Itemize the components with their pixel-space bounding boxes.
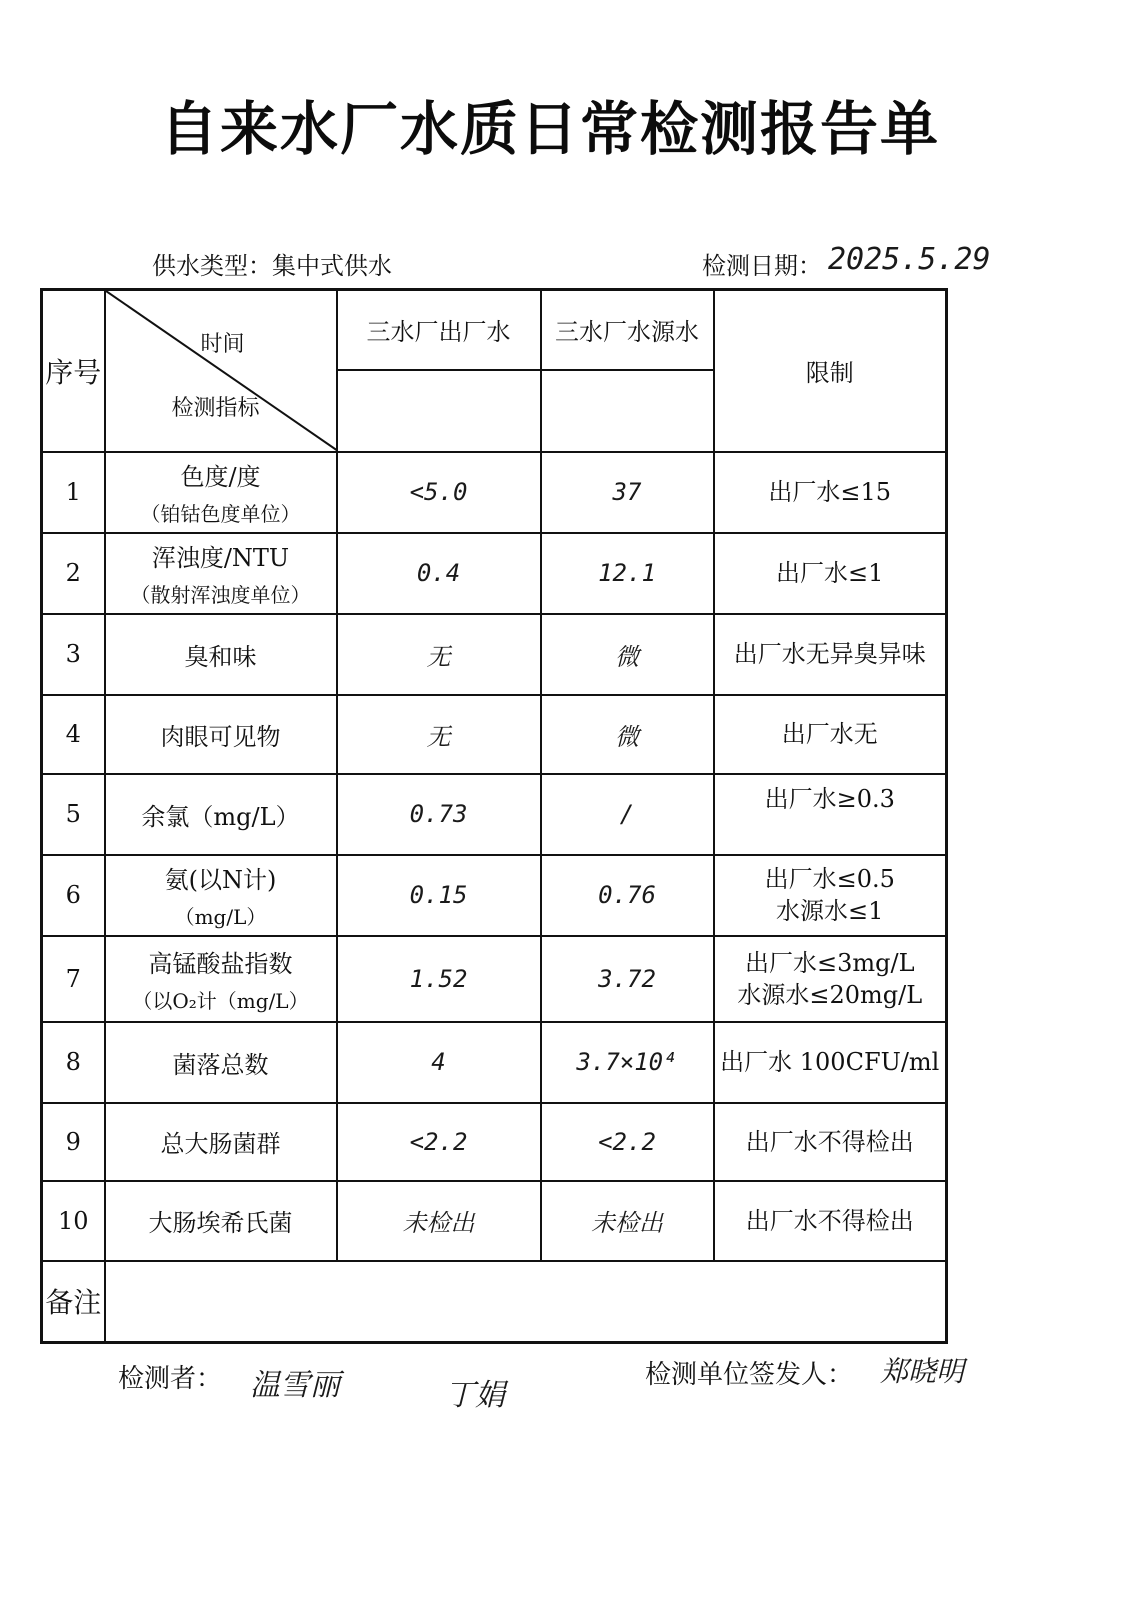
- limit-cell: [714, 614, 947, 695]
- table-row: [42, 1181, 947, 1261]
- indicator-name: 总大肠菌群: [160, 1130, 281, 1158]
- indicator-cell: [105, 533, 337, 614]
- indicator-cell: [105, 614, 337, 695]
- limit-line: 出厂水≤15: [768, 478, 892, 506]
- row-number: 4: [42, 695, 105, 774]
- row-number: 2: [42, 533, 105, 614]
- row-number: 1: [42, 452, 105, 533]
- issuer-label: 检测单位签发人：: [645, 1360, 854, 1390]
- value-col2: 3.72: [541, 936, 714, 1022]
- diagonal-header: [105, 290, 337, 452]
- indicator-sub: （铂钴色度单位）: [140, 502, 301, 526]
- indicator-cell: [105, 855, 337, 936]
- limit-line: 出厂水无: [781, 720, 878, 748]
- value-col2: /: [541, 774, 714, 855]
- limit-line: 出厂水≤3mg/L: [744, 948, 915, 977]
- indicator-name: 余氯（mg/L）: [141, 802, 300, 831]
- table-row: [42, 936, 947, 1022]
- indicator-cell: [105, 695, 337, 774]
- limit-line: 出厂水≤0.5: [764, 865, 895, 893]
- indicator-cell: [105, 774, 337, 855]
- seq-header: 序号: [42, 290, 105, 452]
- table-row: [42, 533, 947, 614]
- supply-type: 供水类型：集中式供水: [152, 252, 392, 280]
- row-number: 10: [42, 1181, 105, 1261]
- indicator-cell: [105, 452, 337, 533]
- limit-line: 水源水≤1: [776, 897, 884, 925]
- row-number: 7: [42, 936, 105, 1022]
- col2-header: 三水厂水源水: [541, 290, 714, 370]
- limit-line: 出厂水 100CFU/ml: [720, 1048, 940, 1076]
- limit-cell: [714, 1181, 947, 1261]
- indicator-cell: [105, 1103, 337, 1181]
- value-col1: 未检出: [337, 1181, 541, 1261]
- limit-line: 水源水≤20mg/L: [737, 980, 923, 1009]
- header-row-1: [42, 290, 947, 370]
- table-row: [42, 774, 947, 855]
- row-number: 3: [42, 614, 105, 695]
- indicator-sub: （mg/L）: [174, 905, 267, 929]
- limit-cell: [714, 695, 947, 774]
- limit-cell: [714, 533, 947, 614]
- indicator-sub: （以O₂计（mg/L）: [132, 988, 309, 1013]
- row-number: 9: [42, 1103, 105, 1181]
- value-col1: 0.73: [337, 774, 541, 855]
- limit-line: 出厂水≤1: [776, 559, 884, 587]
- row-number: 5: [42, 774, 105, 855]
- indicator-name: 色度/度: [180, 463, 261, 491]
- indicator-sub: （散射浑浊度单位）: [130, 583, 311, 607]
- indicator-name: 高锰酸盐指数: [148, 949, 293, 978]
- limit-cell: [714, 1103, 947, 1181]
- limit-line: 出厂水≥0.3: [764, 784, 895, 813]
- limit-line: 出厂水无异臭异味: [733, 640, 926, 668]
- table-row: [42, 695, 947, 774]
- limit-line: 出厂水不得检出: [745, 1206, 914, 1235]
- diagonal-line: [106, 291, 337, 451]
- value-col2: 微: [541, 695, 714, 774]
- value-col2: 12.1: [541, 533, 714, 614]
- col1-blank: [337, 370, 541, 452]
- value-col2: 3.7×10⁴: [541, 1022, 714, 1103]
- tester-signature-2: 丁娟: [445, 1378, 505, 1413]
- value-col1: 1.52: [337, 936, 541, 1022]
- limit-line: 出厂水不得检出: [745, 1127, 914, 1156]
- report-table: [40, 288, 948, 1344]
- value-col1: 无: [337, 614, 541, 695]
- row-number: 8: [42, 1022, 105, 1103]
- date-label: 检测日期：: [702, 252, 822, 280]
- col2-blank: [541, 370, 714, 452]
- table-row: [42, 1103, 947, 1181]
- table-row: [42, 1022, 947, 1103]
- value-col2: 微: [541, 614, 714, 695]
- limit-header: 限制: [714, 290, 947, 452]
- value-col1: <2.2: [337, 1103, 541, 1181]
- row-number: 6: [42, 855, 105, 936]
- limit-cell: [714, 1022, 947, 1103]
- limit-cell: [714, 936, 947, 1022]
- value-col2: <2.2: [541, 1103, 714, 1181]
- indicator-name: 菌落总数: [172, 1050, 269, 1079]
- col1-header: 三水厂出厂水: [337, 290, 541, 370]
- time-label: 时间: [200, 332, 245, 357]
- value-col1: 0.4: [337, 533, 541, 614]
- table-row: [42, 614, 947, 695]
- value-col1: 4: [337, 1022, 541, 1103]
- value-col2: 37: [541, 452, 714, 533]
- indicator-name: 浑浊度/NTU: [151, 544, 290, 572]
- issuer-signature: 郑晓明: [880, 1355, 965, 1388]
- remarks-content: [105, 1261, 947, 1343]
- indicator-name: 臭和味: [184, 642, 257, 671]
- indicator-cell: [105, 1022, 337, 1103]
- tester-label: 检测者：: [118, 1364, 223, 1394]
- remarks-label: 备注: [42, 1261, 105, 1343]
- indicator-label: 检测指标: [171, 396, 260, 421]
- value-col1: 0.15: [337, 855, 541, 936]
- table-row: [42, 855, 947, 936]
- remarks-row: [42, 1261, 947, 1343]
- limit-cell: [714, 855, 947, 936]
- indicator-name: 氨(以N计): [164, 866, 277, 894]
- value-col1: <5.0: [337, 452, 541, 533]
- table-row: [42, 452, 947, 533]
- tester-signature-1: 温雪丽: [250, 1368, 340, 1403]
- value-col1: 无: [337, 695, 541, 774]
- indicator-name: 肉眼可见物: [160, 722, 281, 751]
- report-title: 自来水厂水质日常检测报告单: [159, 95, 940, 163]
- limit-cell: [714, 774, 947, 855]
- indicator-cell: [105, 1181, 337, 1261]
- date-value: 2025.5.29: [828, 242, 991, 277]
- value-col2: 未检出: [541, 1181, 714, 1261]
- indicator-cell: [105, 936, 337, 1022]
- limit-cell: [714, 452, 947, 533]
- indicator-name: 大肠埃希氏菌: [148, 1209, 293, 1237]
- value-col2: 0.76: [541, 855, 714, 936]
